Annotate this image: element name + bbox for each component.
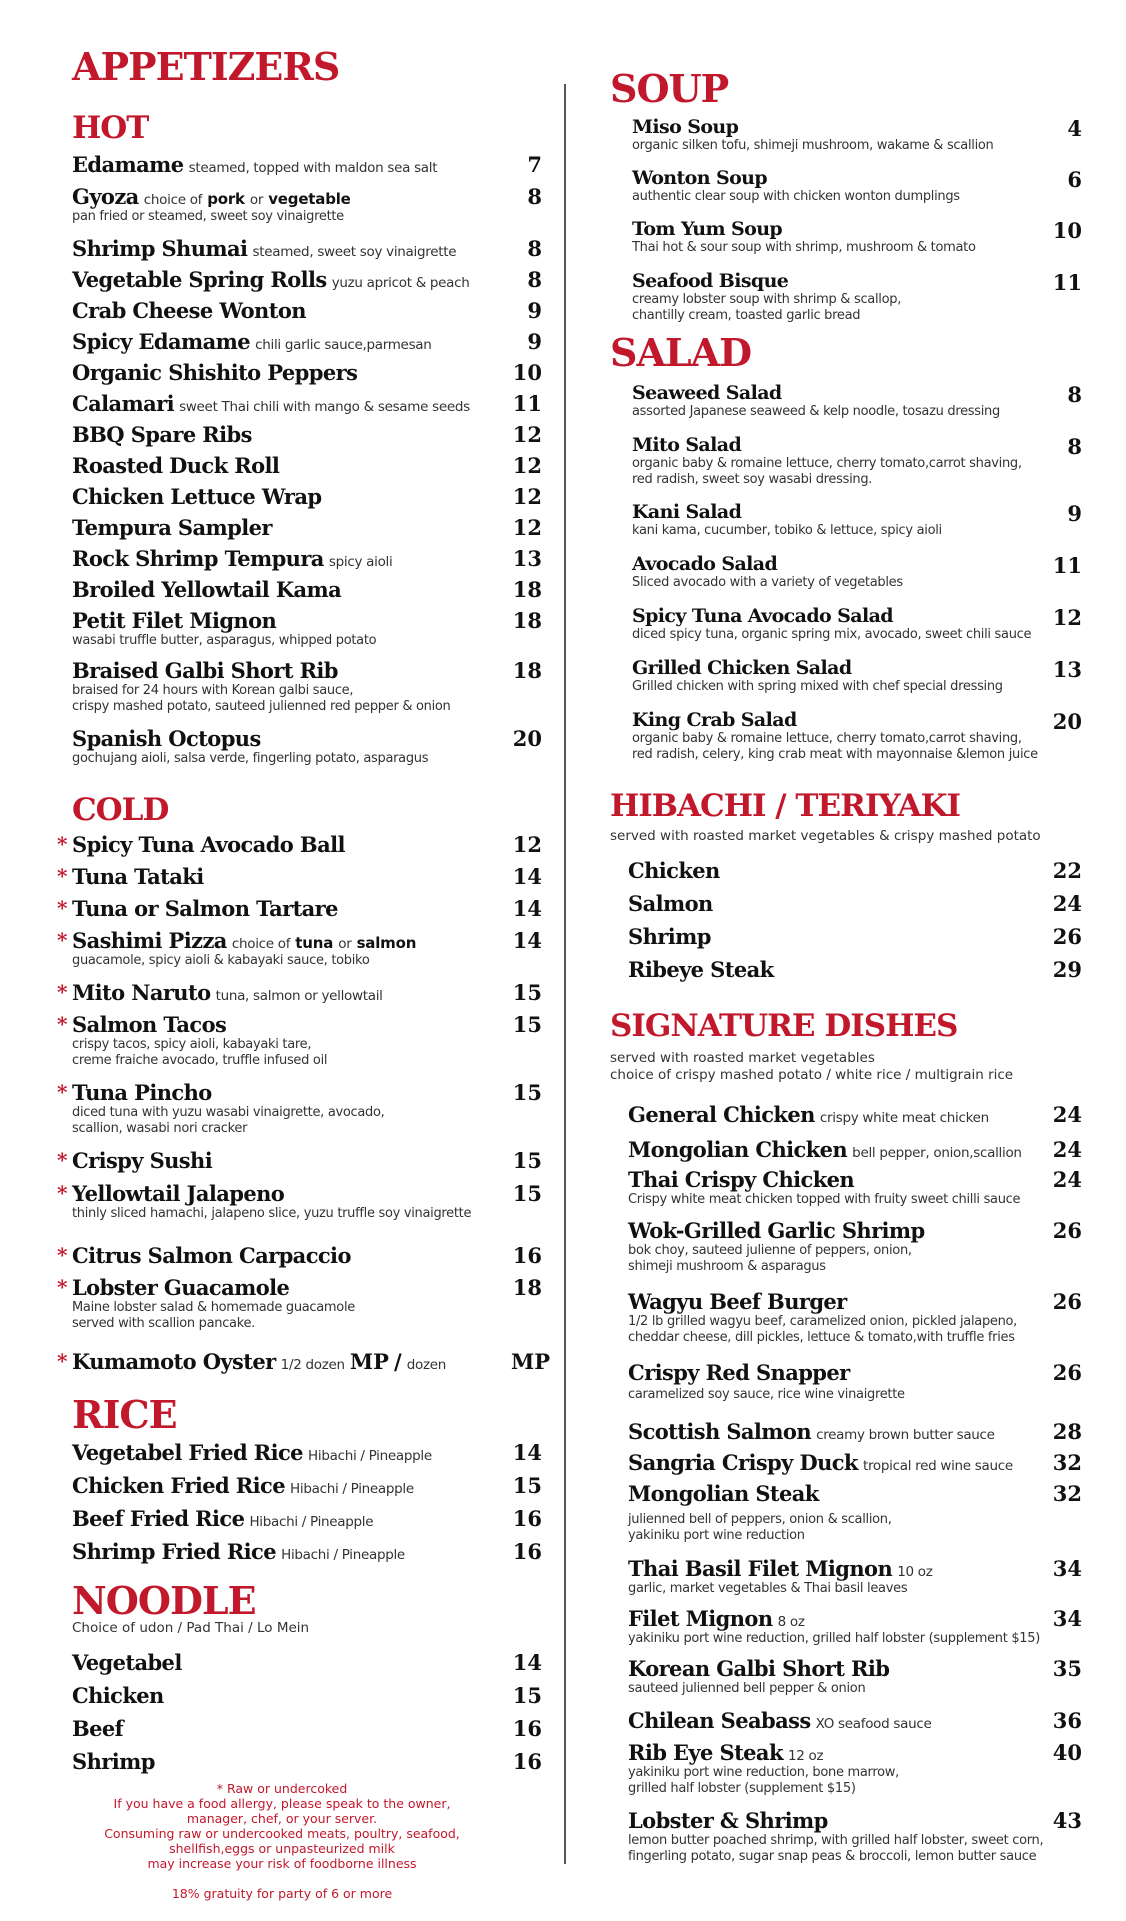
menu-item: King Crab Salad organic baby & romaine lettuce, cherry tomato,carrot shaving, red radish, celery, king crab meat with mayonnaise &lemon juice 20 xyxy=(632,709,1082,762)
menu-item: Chicken 15 xyxy=(72,1683,542,1708)
menu-item: Shrimp Shumai steamed, sweet soy vinaigrette 8 xyxy=(72,236,542,261)
menu-item: Miso Soup organic silken tofu, shimeji mushroom, wakame & scallion 4 xyxy=(632,116,1082,153)
menu-item: Mongolian Steak julienned bell of peppers, onion & scallion, yakiniku port wine reduction 32 xyxy=(628,1481,1082,1543)
menu-item: Vegetabel 14 xyxy=(72,1650,542,1675)
allergy-notice: * Raw or undercoked If you have a food allergy, please speak to the owner, manager, chef, or your server. Consuming raw or undercooked meats, poultry, seafood, shellfish,eggs or unpasteurized milk may increase your risk of foodborne illness 18% gratuity for party of 6 or more xyxy=(104,1781,460,1901)
menu-item: Korean Galbi Short Rib sauteed julienned bell pepper & onion 35 xyxy=(628,1656,1082,1696)
menu-item: Rock Shrimp Tempura spicy aioli 13 xyxy=(72,546,542,571)
menu-item: Lobster & Shrimp lemon butter poached shrimp, with grilled half lobster, sweet corn, fingerling potato, sugar snap peas & broccoli, lemon butter sauce 43 xyxy=(628,1808,1082,1864)
signature-subtitle: served with roasted market vegetables choice of crispy mashed potato / white rice / multigrain rice xyxy=(610,1050,1014,1083)
menu-item: Chicken Lettuce Wrap 12 xyxy=(72,484,542,509)
menu-item: Spicy Tuna Avocado Salad diced spicy tuna, organic spring mix, avocado, sweet chili sauce 12 xyxy=(632,605,1082,642)
menu-item: * Tuna or Salmon Tartare 14 xyxy=(57,896,542,921)
menu-item: Vegetable Spring Rolls yuzu apricot & peach 8 xyxy=(72,267,542,292)
menu-item: * Sashimi Pizza choice of tuna or salmon guacamole, spicy aioli & kabayaki sauce, tobiko 14 xyxy=(57,928,542,968)
menu-item: Sangria Crispy Duck tropical red wine sauce 32 xyxy=(628,1450,1082,1475)
raw-star: * xyxy=(57,832,68,856)
menu-item: Rib Eye Steak 12 oz yakiniku port wine reduction, bone marrow, grilled half lobster (supplement $15) 40 xyxy=(628,1740,1082,1796)
menu-item: Edamame steamed, topped with maldon sea salt 7 xyxy=(72,152,542,177)
menu-item: Shrimp 26 xyxy=(628,924,1082,949)
menu-item: Spanish Octopus gochujang aioli, salsa verde, fingerling potato, asparagus 20 xyxy=(72,726,542,766)
menu-item: Spicy Edamame chili garlic sauce,parmesan 9 xyxy=(72,329,542,354)
menu-item: Wagyu Beef Burger 1/2 lb grilled wagyu beef, caramelized onion, pickled jalapeno, cheddar cheese, dill pickles, lettuce & tomato,with truffle fries 26 xyxy=(628,1289,1082,1345)
menu-item: * Crispy Sushi 15 xyxy=(57,1148,542,1173)
menu-item: Crispy Red Snapper caramelized soy sauce, rice wine vinaigrette 26 xyxy=(628,1360,1082,1402)
raw-star: * xyxy=(57,980,68,1004)
menu-item: Shrimp Fried Rice Hibachi / Pineapple 16 xyxy=(72,1539,542,1564)
menu-item: Gyoza choice of pork or vegetable pan fried or steamed, sweet soy vinaigrette 8 xyxy=(72,184,542,224)
menu-item: Mito Salad organic baby & romaine lettuce, cherry tomato,carrot shaving, red radish, sweet soy wasabi dressing. 8 xyxy=(632,434,1082,487)
menu-item: Thai Basil Filet Mignon 10 oz garlic, market vegetables & Thai basil leaves 34 xyxy=(628,1556,1082,1596)
menu-item: Scottish Salmon creamy brown butter sauce 28 xyxy=(628,1419,1082,1444)
menu-item: * Mito Naruto tuna, salmon or yellowtail 15 xyxy=(57,980,542,1005)
raw-star: * xyxy=(57,1243,68,1267)
menu-item: Seaweed Salad assorted Japanese seaweed & kelp noodle, tosazu dressing 8 xyxy=(632,382,1082,419)
menu-item: Mongolian Chicken bell pepper, onion,scallion 24 xyxy=(628,1137,1082,1162)
signature-title: SIGNATURE DISHES xyxy=(610,1008,958,1044)
raw-star: * xyxy=(57,864,68,888)
raw-star: * xyxy=(57,896,68,920)
menu-item: * Lobster Guacamole Maine lobster salad & homemade guacamole served with scallion pancake. 18 xyxy=(57,1275,542,1331)
menu-item: * Spicy Tuna Avocado Ball 12 xyxy=(57,832,542,857)
raw-star: * xyxy=(57,1012,68,1036)
menu-item: Organic Shishito Peppers 10 xyxy=(72,360,542,385)
hibachi-subtitle: served with roasted market vegetables & crispy mashed potato xyxy=(610,828,1041,844)
menu-item: Tempura Sampler 12 xyxy=(72,515,542,540)
raw-star: * xyxy=(57,1148,68,1172)
menu-item: Beef Fried Rice Hibachi / Pineapple 16 xyxy=(72,1506,542,1531)
menu-item: Salmon 24 xyxy=(628,891,1082,916)
menu-item: Beef 16 xyxy=(72,1716,542,1741)
menu-item: Shrimp 16 xyxy=(72,1749,542,1774)
menu-item: Chicken Fried Rice Hibachi / Pineapple 15 xyxy=(72,1473,542,1498)
menu-item: * Citrus Salmon Carpaccio 16 xyxy=(57,1243,542,1268)
menu-item: Calamari sweet Thai chili with mango & sesame seeds 11 xyxy=(72,391,542,416)
menu-item: BBQ Spare Ribs 12 xyxy=(72,422,542,447)
raw-star: * xyxy=(57,1080,68,1104)
menu-item: Chicken 22 xyxy=(628,858,1082,883)
hibachi-title: HIBACHI / TERIYAKI xyxy=(610,788,961,824)
menu-item: General Chicken crispy white meat chicken 24 xyxy=(628,1102,1082,1127)
menu-item: Filet Mignon 8 oz yakiniku port wine reduction, grilled half lobster (supplement $15) 34 xyxy=(628,1606,1082,1646)
noodle-subtitle: Choice of udon / Pad Thai / Lo Mein xyxy=(72,1620,310,1636)
rice-title: RICE xyxy=(72,1392,177,1437)
menu-item: * Kumamoto Oyster 1/2 dozen MP / dozen MP xyxy=(57,1349,550,1374)
soup-title: SOUP xyxy=(610,66,729,111)
column-divider xyxy=(564,84,566,1864)
menu-item: * Tuna Pincho diced tuna with yuzu wasabi vinaigrette, avocado, scallion, wasabi nori cracker 15 xyxy=(57,1080,542,1136)
menu-item: Chilean Seabass XO seafood sauce 36 xyxy=(628,1708,1082,1733)
raw-star: * xyxy=(57,1275,68,1299)
menu-item: Roasted Duck Roll 12 xyxy=(72,453,542,478)
menu-item: Thai Crispy Chicken Crispy white meat chicken topped with fruity sweet chilli sauce 24 xyxy=(628,1167,1082,1207)
salad-title: SALAD xyxy=(610,330,752,375)
menu-item: Broiled Yellowtail Kama 18 xyxy=(72,577,542,602)
appetizers-title: APPETIZERS xyxy=(72,44,340,89)
menu-item: Kani Salad kani kama, cucumber, tobiko & lettuce, spicy aioli 9 xyxy=(632,501,1082,538)
menu-item: Grilled Chicken Salad Grilled chicken with spring mixed with chef special dressing 13 xyxy=(632,657,1082,694)
menu-item: Petit Filet Mignon wasabi truffle butter, asparagus, whipped potato 18 xyxy=(72,608,542,648)
menu-item: Braised Galbi Short Rib braised for 24 hours with Korean galbi sauce, crispy mashed potato, sauteed julienned red pepper & onion 18 xyxy=(72,658,542,714)
menu-item: Wok-Grilled Garlic Shrimp bok choy, sauteed julienne of peppers, onion, shimeji mushroom & asparagus 26 xyxy=(628,1218,1082,1274)
menu-item: Wonton Soup authentic clear soup with chicken wonton dumplings 6 xyxy=(632,167,1082,204)
raw-star: * xyxy=(57,1181,68,1205)
cold-title: COLD xyxy=(72,792,169,828)
menu-item: Vegetabel Fried Rice Hibachi / Pineapple 14 xyxy=(72,1440,542,1465)
raw-star: * xyxy=(57,1349,68,1373)
hot-title: HOT xyxy=(72,110,149,146)
raw-star: * xyxy=(57,928,68,952)
menu-item: Tom Yum Soup Thai hot & sour soup with shrimp, mushroom & tomato 10 xyxy=(632,218,1082,255)
noodle-title: NOODLE xyxy=(72,1578,256,1623)
menu-item: Avocado Salad Sliced avocado with a variety of vegetables 11 xyxy=(632,553,1082,590)
menu-item: * Tuna Tataki 14 xyxy=(57,864,542,889)
menu-item: Ribeye Steak 29 xyxy=(628,957,1082,982)
menu-item: Crab Cheese Wonton 9 xyxy=(72,298,542,323)
menu-item: Seafood Bisque creamy lobster soup with shrimp & scallop, chantilly cream, toasted garlic bread 11 xyxy=(632,270,1082,323)
menu-item: * Salmon Tacos crispy tacos, spicy aioli, kabayaki tare, creme fraiche avocado, truffle infused oil 15 xyxy=(57,1012,542,1068)
menu-item: * Yellowtail Jalapeno thinly sliced hamachi, jalapeno slice, yuzu truffle soy vinaigrette 15 xyxy=(57,1181,542,1221)
